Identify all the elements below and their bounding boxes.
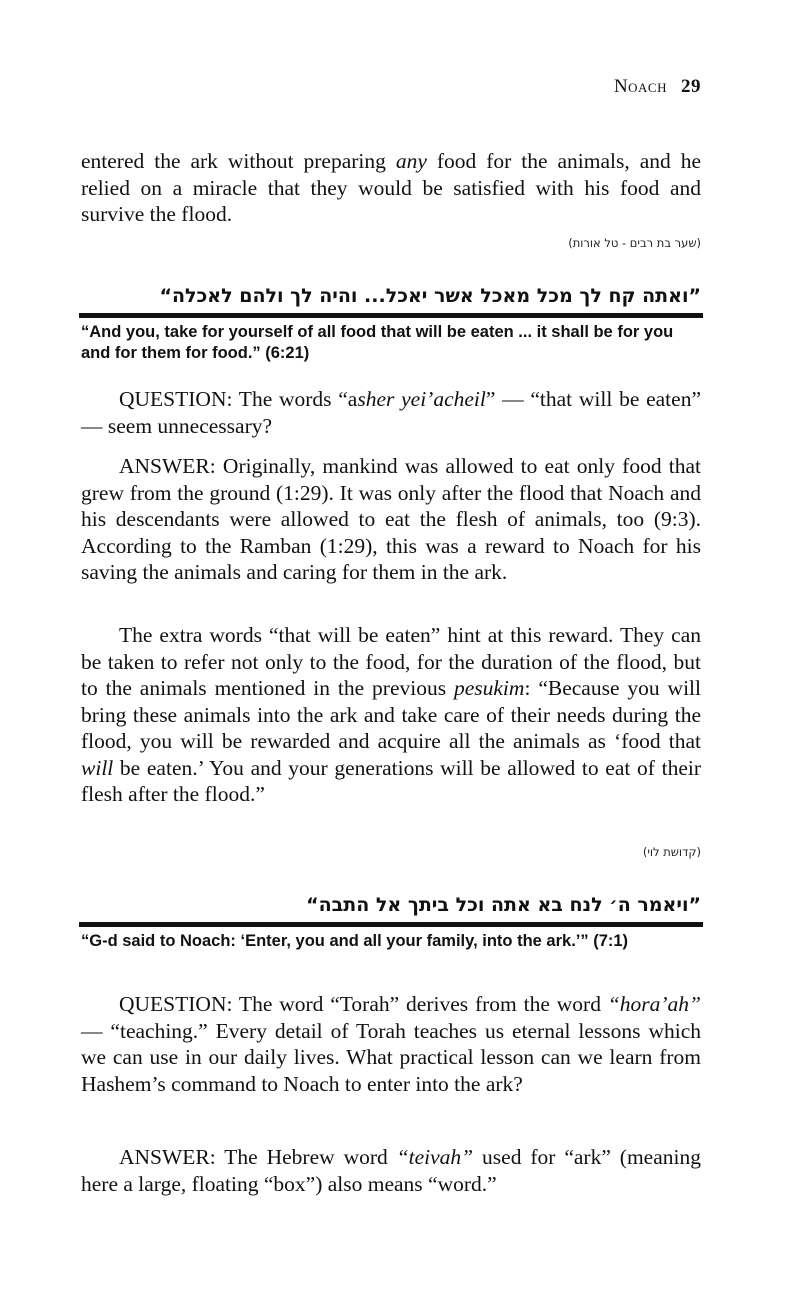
verse-translation: “G-d said to Noach: ‘Enter, you and all your family, into the ark.’” (7:1): [81, 932, 629, 950]
continued-section: [81, 148, 701, 228]
explanation-6-21: [81, 622, 701, 808]
text-run: food for the animals, and he relied on a miracle that they would be satisfied with his food and survive the flood.: [81, 149, 701, 226]
verse-section-7-1: [81, 894, 701, 952]
answer-paragraph: [81, 453, 701, 586]
verse-section-6-21: [81, 285, 701, 364]
text-run: The extra words “that will be eaten” hint at this reward. They can be taken to refer not only to the food, for the duration of the flood, but to the animals mentioned in the previous: [81, 623, 701, 700]
question-paragraph: [81, 386, 701, 439]
page-number: 29: [681, 76, 701, 97]
italic-run: “hora’ah”: [607, 992, 701, 1016]
text-run: QUESTION: The words “a: [119, 387, 358, 411]
italic-run: “teivah”: [396, 1145, 474, 1169]
text-run: ANSWER: Originally, mankind was allowed to eat only food that grew from the ground (1:29). It was only after the flood that Noach and his descendants were allowed to eat the flesh of animals, too (9:3). According to the Ramban (1:29), this was a reward to Noach for his saving the animals and caring for them in the ark.: [81, 454, 701, 584]
running-head: [614, 76, 701, 98]
text-run: : “Because you will bring these animals into the ark and take care of their needs during the flood, you will be rewarded and acquire all the animals as ‘food that: [81, 676, 701, 753]
answer-7-1: [81, 1144, 701, 1197]
text-run: QUESTION: The word “Torah” derives from the word: [119, 992, 608, 1016]
chapter-title: Noach: [613, 76, 667, 97]
question-7-1: [81, 991, 701, 1097]
hebrew-verse-heading: ”ויאמר ה׳ לנח בא אתה וכל ביתך אל התבה“: [306, 894, 701, 916]
italic-run: pesukim: [453, 676, 525, 700]
text-run: entered the ark without preparing: [81, 149, 396, 173]
text-run: — “teaching.” Every detail of Torah teaches us eternal lessons which we can use in our daily lives. What practical lesson can we learn from Hashem’s command to Noach to enter into the ark?: [81, 1018, 701, 1096]
verse-translation: “And you, take for yourself of all food that will be eaten ... it shall be for you and for them for food.” (6:21): [81, 323, 674, 362]
answer-paragraph: [81, 1144, 701, 1197]
italic-run: any: [395, 149, 427, 173]
explanation-paragraph: [81, 622, 701, 808]
text-run: ANSWER: The Hebrew word: [119, 1145, 397, 1169]
hebrew-verse-heading: ”ואתה קח לך מכל מאכל אשר יאכל... והיה לך ולהם לאכלה“: [159, 285, 701, 307]
italic-run: sher yei’acheil: [357, 387, 486, 411]
continued-paragraph: [81, 148, 701, 228]
question-paragraph: [81, 991, 701, 1097]
text-run: ” — “that will be eaten” — seem unnecessary?: [81, 387, 701, 438]
source-citation: (שער בת רבים - טל אורות): [568, 236, 701, 250]
source-citation: (קדושת לוי): [642, 845, 701, 859]
section-divider: [79, 922, 703, 927]
answer-6-21: [81, 453, 701, 586]
text-run: be eaten.’ You and your generations will be allowed to eat of their flesh after the flood.”: [81, 755, 701, 806]
section-divider: [79, 313, 703, 318]
italic-run: will: [81, 755, 114, 780]
text-run: used for “ark” (meaning here a large, floating “box”) also means “word.”: [81, 1145, 701, 1196]
question-6-21: [81, 386, 701, 439]
